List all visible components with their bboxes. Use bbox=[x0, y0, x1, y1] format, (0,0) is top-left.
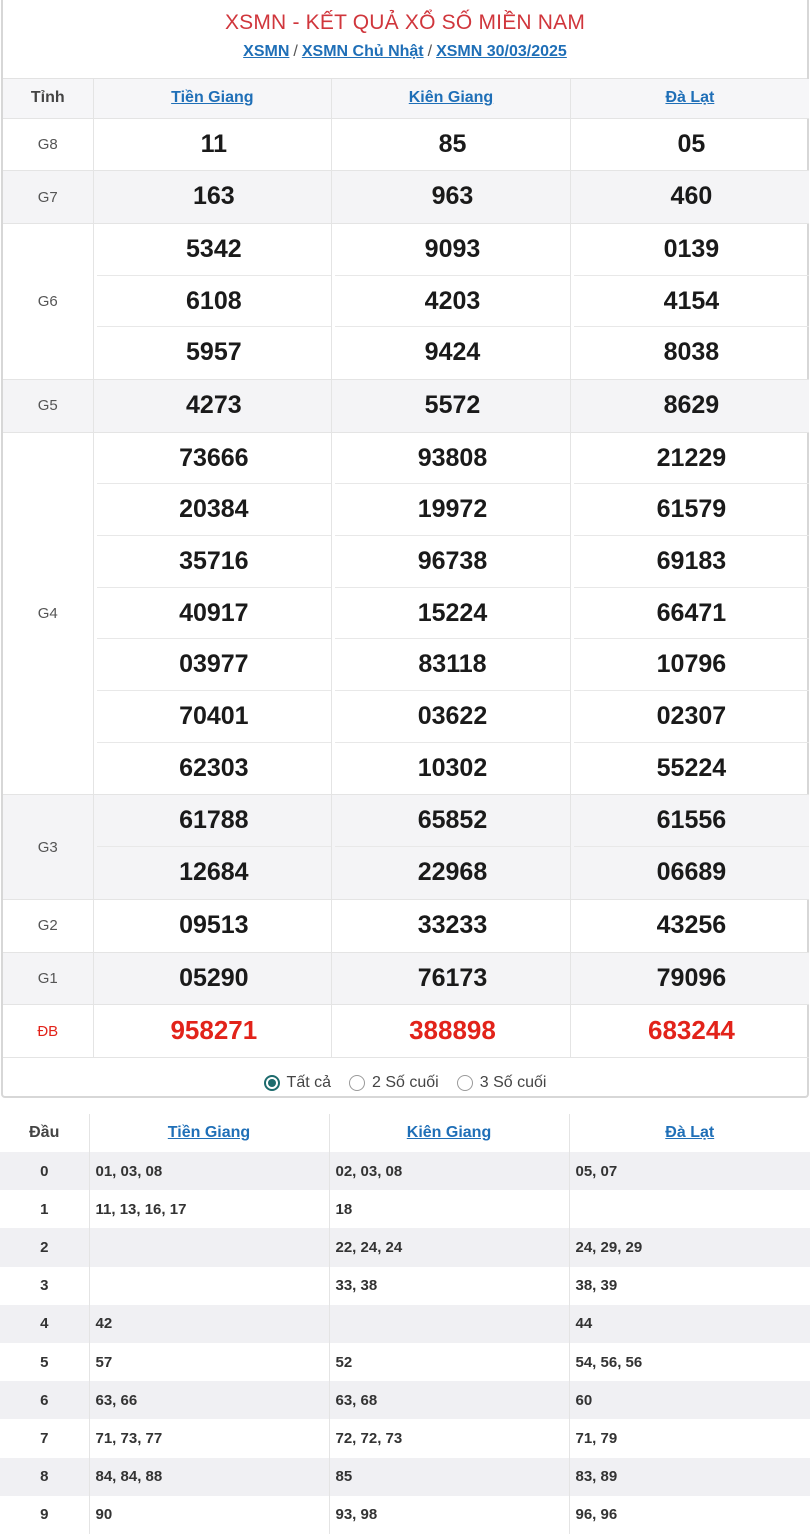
prize-label: G1 bbox=[3, 952, 93, 1005]
loto-row bbox=[0, 1305, 810, 1343]
prize-number: 5342 bbox=[97, 224, 332, 276]
prize-row bbox=[3, 118, 809, 171]
head-digit: 2 bbox=[0, 1228, 89, 1266]
page-title: XSMN - KẾT QUẢ XỔ SỐ MIỀN NAM bbox=[224, 11, 586, 34]
prize-number: 10302 bbox=[417, 753, 488, 782]
province-column-label: Tỉnh bbox=[3, 79, 93, 118]
prize-number: 69183 bbox=[574, 536, 809, 588]
prize-label: G8 bbox=[3, 118, 93, 171]
head-digit-column-label: Đầu bbox=[0, 1114, 89, 1152]
prize-cell bbox=[570, 379, 809, 432]
loto-values: 57 bbox=[89, 1343, 329, 1381]
loto-header-row bbox=[0, 1114, 810, 1152]
prize-number: 93808 bbox=[335, 433, 570, 485]
province-header-kien-giang bbox=[332, 79, 571, 118]
prize-number: 963 bbox=[431, 182, 474, 211]
results-header-row bbox=[3, 79, 809, 118]
loto-values: 63, 66 bbox=[89, 1381, 329, 1419]
head-digit: 8 bbox=[0, 1458, 89, 1496]
province-header-tien-giang bbox=[93, 79, 332, 118]
prize-number: 09513 bbox=[179, 910, 249, 939]
prize-cell bbox=[570, 171, 809, 224]
loto-values: 54, 56, 56 bbox=[575, 1353, 643, 1371]
loto-header-kien-giang bbox=[329, 1114, 569, 1152]
prize-number: 61788 bbox=[97, 795, 332, 847]
prize-cell bbox=[93, 118, 332, 171]
prize-number: 5572 bbox=[424, 390, 481, 419]
prize-cell bbox=[93, 171, 332, 224]
prize-cell bbox=[93, 223, 332, 379]
head-digit: 5 bbox=[0, 1343, 89, 1381]
loto-header-da-lat bbox=[569, 1114, 810, 1152]
loto-values: 84, 84, 88 bbox=[89, 1458, 329, 1496]
loto-values bbox=[569, 1190, 810, 1228]
prize-cell bbox=[332, 795, 571, 899]
loto-values: 44 bbox=[569, 1305, 810, 1343]
loto-row bbox=[0, 1152, 810, 1190]
prize-number: 8629 bbox=[663, 390, 720, 419]
loto-link-da-lat[interactable]: Đà Lạt bbox=[665, 1124, 715, 1141]
loto-row bbox=[0, 1419, 810, 1457]
prize-cell bbox=[93, 899, 332, 952]
prize-number: 83118 bbox=[335, 639, 570, 691]
prize-row bbox=[3, 1005, 809, 1058]
loto-values bbox=[89, 1228, 329, 1266]
prize-number: 163 bbox=[192, 182, 235, 211]
prize-number: 85 bbox=[438, 129, 467, 158]
loto-values: 42 bbox=[89, 1305, 329, 1343]
results-table bbox=[3, 79, 809, 1058]
prize-number: 8038 bbox=[663, 338, 720, 367]
prize-cell bbox=[332, 118, 571, 171]
loto-values bbox=[329, 1305, 569, 1343]
prize-cell bbox=[93, 1005, 332, 1058]
prize-number: 12684 bbox=[179, 858, 249, 887]
prize-number: 22968 bbox=[417, 858, 488, 887]
loto-link-kien-giang[interactable]: Kiên Giang bbox=[406, 1124, 492, 1141]
prize-number: 683244 bbox=[648, 1015, 735, 1046]
prize-number: 05 bbox=[677, 129, 706, 158]
prize-cell bbox=[332, 432, 571, 795]
head-digit: 7 bbox=[0, 1419, 89, 1457]
loto-values: 63, 68 bbox=[329, 1381, 569, 1419]
prize-number: 20384 bbox=[97, 484, 332, 536]
number-filter bbox=[3, 1058, 807, 1108]
loto-row bbox=[0, 1343, 810, 1381]
prize-cell bbox=[570, 899, 809, 952]
prize-cell bbox=[570, 795, 809, 899]
prize-number: 9424 bbox=[424, 338, 481, 367]
loto-row bbox=[0, 1267, 810, 1305]
prize-number: 11 bbox=[200, 129, 228, 158]
prize-number: 958271 bbox=[170, 1015, 258, 1046]
filter-3-digit-option[interactable]: 3 Số cuối bbox=[457, 1074, 547, 1092]
head-digit: 3 bbox=[0, 1267, 89, 1305]
loto-head-table bbox=[0, 1114, 810, 1534]
prize-number: 61579 bbox=[574, 484, 809, 536]
prize-number: 76173 bbox=[417, 963, 488, 992]
prize-number: 05290 bbox=[179, 963, 249, 992]
prize-number: 33233 bbox=[417, 910, 488, 939]
prize-number: 06689 bbox=[656, 858, 727, 887]
prize-row bbox=[3, 795, 809, 899]
prize-number: 9093 bbox=[335, 224, 570, 276]
breadcrumb-xsmn-date-link[interactable]: XSMN 30/03/2025 bbox=[436, 43, 567, 60]
loto-values: 22, 24, 24 bbox=[329, 1228, 569, 1266]
prize-cell bbox=[332, 952, 571, 1005]
prize-cell bbox=[570, 223, 809, 379]
head-digit: 6 bbox=[0, 1381, 89, 1419]
prize-number: 03622 bbox=[335, 691, 570, 743]
loto-link-tien-giang[interactable]: Tiền Giang bbox=[167, 1124, 251, 1141]
prize-number: 4203 bbox=[335, 276, 570, 328]
prize-row bbox=[3, 379, 809, 432]
prize-number: 43256 bbox=[656, 910, 727, 939]
loto-row bbox=[0, 1381, 810, 1419]
prize-row bbox=[3, 899, 809, 952]
prize-label: G2 bbox=[3, 899, 93, 952]
loto-values: 71, 73, 77 bbox=[89, 1419, 329, 1457]
loto-values: 38, 39 bbox=[575, 1277, 618, 1295]
prize-cell bbox=[332, 899, 571, 952]
loto-row bbox=[0, 1496, 810, 1534]
head-digit: 0 bbox=[0, 1152, 89, 1190]
loto-values bbox=[89, 1267, 329, 1305]
province-link-da-lat[interactable]: Đà Lạt bbox=[665, 89, 715, 107]
loto-row bbox=[0, 1190, 810, 1228]
head-digit: 1 bbox=[0, 1190, 89, 1228]
province-link-kien-giang[interactable]: Kiên Giang bbox=[408, 89, 494, 107]
prize-number: 4154 bbox=[574, 276, 809, 328]
loto-values: 93, 98 bbox=[329, 1496, 569, 1534]
prize-row bbox=[3, 223, 809, 379]
results-card bbox=[1, 0, 809, 1098]
prize-number: 70401 bbox=[97, 691, 332, 743]
loto-values: 85 bbox=[329, 1458, 569, 1496]
prize-number: 65852 bbox=[335, 795, 570, 847]
results-header bbox=[3, 0, 807, 79]
province-header-da-lat bbox=[570, 79, 809, 118]
loto-values: 33, 38 bbox=[329, 1267, 569, 1305]
loto-header-tien-giang bbox=[89, 1114, 329, 1152]
prize-number: 21229 bbox=[574, 433, 809, 485]
prize-cell bbox=[93, 795, 332, 899]
prize-cell bbox=[93, 432, 332, 795]
loto-row bbox=[0, 1228, 810, 1266]
prize-row bbox=[3, 432, 809, 795]
radio-checked-icon[interactable] bbox=[264, 1075, 280, 1091]
loto-row bbox=[0, 1458, 810, 1496]
loto-values: 01, 03, 08 bbox=[89, 1152, 329, 1190]
loto-values: 05, 07 bbox=[569, 1152, 810, 1190]
prize-number: 73666 bbox=[97, 433, 332, 485]
prize-number: 15224 bbox=[335, 588, 570, 640]
prize-number: 6108 bbox=[97, 276, 332, 328]
radio-unchecked-icon[interactable] bbox=[457, 1075, 473, 1091]
prize-cell bbox=[332, 1005, 571, 1058]
prize-cell bbox=[570, 118, 809, 171]
filter-all-option[interactable]: Tất cả bbox=[264, 1074, 331, 1092]
prize-cell bbox=[332, 223, 571, 379]
prize-number: 10796 bbox=[574, 639, 809, 691]
prize-cell bbox=[570, 952, 809, 1005]
prize-number: 62303 bbox=[179, 753, 249, 782]
prize-cell bbox=[332, 171, 571, 224]
prize-number: 0139 bbox=[574, 224, 809, 276]
prize-number: 66471 bbox=[574, 588, 809, 640]
prize-label: G7 bbox=[3, 171, 93, 224]
prize-number: 4273 bbox=[186, 390, 242, 419]
loto-values: 24, 29, 29 bbox=[569, 1228, 810, 1266]
prize-label: G6 bbox=[3, 223, 93, 379]
filter-2-digit-option[interactable]: 2 Số cuối bbox=[349, 1074, 439, 1092]
prize-label: G4 bbox=[3, 432, 93, 795]
prize-number: 61556 bbox=[574, 795, 809, 847]
loto-values: 52 bbox=[329, 1343, 569, 1381]
prize-label: ĐB bbox=[3, 1005, 93, 1058]
prize-number: 19972 bbox=[335, 484, 570, 536]
prize-number: 03977 bbox=[97, 639, 332, 691]
prize-cell bbox=[570, 432, 809, 795]
radio-unchecked-icon[interactable] bbox=[349, 1075, 365, 1091]
loto-values: 11, 13, 16, 17 bbox=[89, 1190, 329, 1228]
prize-label: G3 bbox=[3, 795, 93, 899]
prize-cell bbox=[332, 379, 571, 432]
loto-values: 60 bbox=[569, 1381, 810, 1419]
loto-values: 71, 79 bbox=[575, 1429, 618, 1447]
prize-number: 02307 bbox=[574, 691, 809, 743]
loto-values: 72, 72, 73 bbox=[329, 1419, 569, 1457]
prize-cell bbox=[93, 379, 332, 432]
province-link-tien-giang[interactable]: Tiền Giang bbox=[171, 89, 254, 107]
loto-values: 90 bbox=[89, 1496, 329, 1534]
prize-number: 460 bbox=[670, 182, 713, 211]
prize-number: 79096 bbox=[656, 963, 727, 992]
prize-number: 5957 bbox=[186, 338, 242, 367]
prize-number: 388898 bbox=[409, 1015, 496, 1046]
prize-label: G5 bbox=[3, 379, 93, 432]
breadcrumb-xsmn-link[interactable]: XSMN bbox=[243, 43, 290, 60]
prize-number: 96738 bbox=[335, 536, 570, 588]
breadcrumb: XSMN / XSMN Chủ Nhật / XSMN 30/03/2025 bbox=[243, 43, 567, 60]
prize-cell bbox=[93, 952, 332, 1005]
loto-values: 02, 03, 08 bbox=[329, 1152, 569, 1190]
loto-values: 96, 96 bbox=[575, 1506, 618, 1524]
prize-number: 40917 bbox=[97, 588, 332, 640]
prize-row bbox=[3, 952, 809, 1005]
loto-values: 83, 89 bbox=[569, 1458, 810, 1496]
head-digit: 9 bbox=[0, 1496, 89, 1534]
prize-cell bbox=[570, 1005, 809, 1058]
loto-values: 18 bbox=[329, 1190, 569, 1228]
head-digit: 4 bbox=[0, 1305, 89, 1343]
prize-row bbox=[3, 171, 809, 224]
prize-number: 35716 bbox=[97, 536, 332, 588]
breadcrumb-xsmn-sunday-link[interactable]: XSMN Chủ Nhật bbox=[301, 43, 424, 60]
prize-number: 55224 bbox=[656, 753, 727, 782]
